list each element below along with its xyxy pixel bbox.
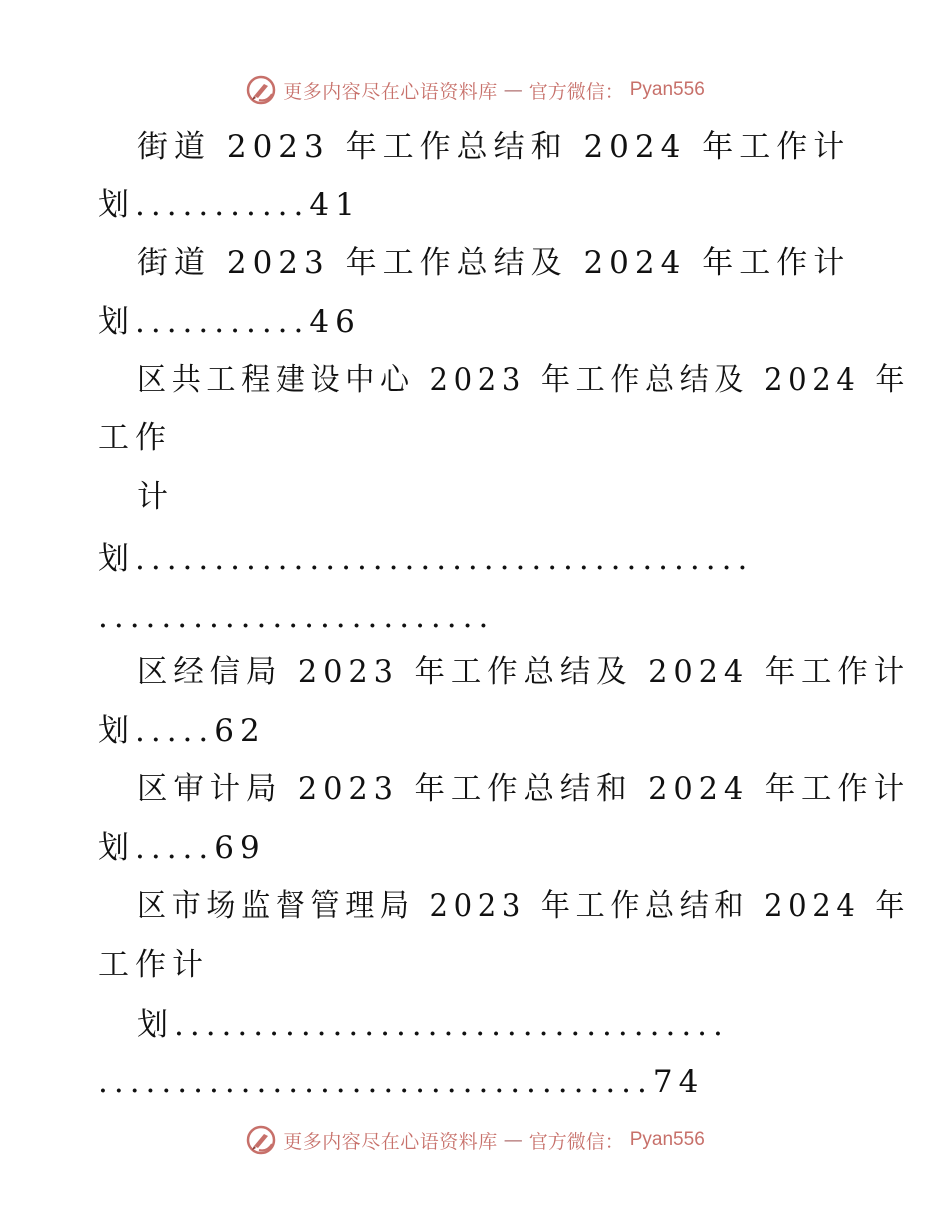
watermark-wechat-label: 官方微信：	[528, 1130, 624, 1153]
pen-logo-icon	[245, 1124, 277, 1156]
toc-entry-leader: .........................	[98, 599, 495, 635]
toc-entry-title: 区市场监督管理局 2023 年工作总结和 2024 年	[137, 888, 911, 924]
toc-entry-title-continued: 工作计	[98, 947, 209, 983]
pen-logo-icon	[245, 74, 277, 106]
toc-entry-leader: ...................................74	[98, 1064, 705, 1100]
watermark-text: 更多内容尽在心语资料库	[283, 1130, 498, 1153]
toc-entry-title: 街道 2023 年工作总结及 2024 年工作计	[137, 245, 851, 281]
toc-entry-leader: 划.....62	[98, 713, 266, 749]
toc-entry-title-continued: 工作	[98, 420, 172, 456]
toc-entry-leader: 划.......................................	[98, 541, 754, 577]
toc-entry-title: 区审计局 2023 年工作总结和 2024 年工作计	[137, 771, 911, 807]
toc-entry-leader: 划...........46	[98, 304, 361, 340]
toc-entry-leader: 划...........41	[98, 187, 361, 223]
watermark-wechat-id: Pyan556	[629, 79, 705, 100]
toc-entry-title: 区共工程建设中心 2023 年工作总结及 2024 年	[137, 362, 911, 398]
toc-entry-leader: 划...................................	[137, 1007, 729, 1043]
toc-entry-title-continued: 计	[137, 479, 174, 515]
watermark-banner-top	[0, 70, 950, 110]
toc-entry-title: 街道 2023 年工作总结和 2024 年工作计	[137, 129, 851, 165]
watermark-wechat-id: Pyan556	[629, 1129, 705, 1150]
watermark-banner-bottom	[0, 1120, 950, 1160]
watermark-text: 更多内容尽在心语资料库	[283, 80, 498, 103]
toc-entry-leader: 划.....69	[98, 830, 266, 866]
watermark-separator: —	[503, 79, 523, 101]
watermark-wechat-label: 官方微信：	[528, 80, 624, 103]
watermark-separator: —	[503, 1129, 523, 1151]
toc-entry-title: 区经信局 2023 年工作总结及 2024 年工作计	[137, 654, 911, 690]
